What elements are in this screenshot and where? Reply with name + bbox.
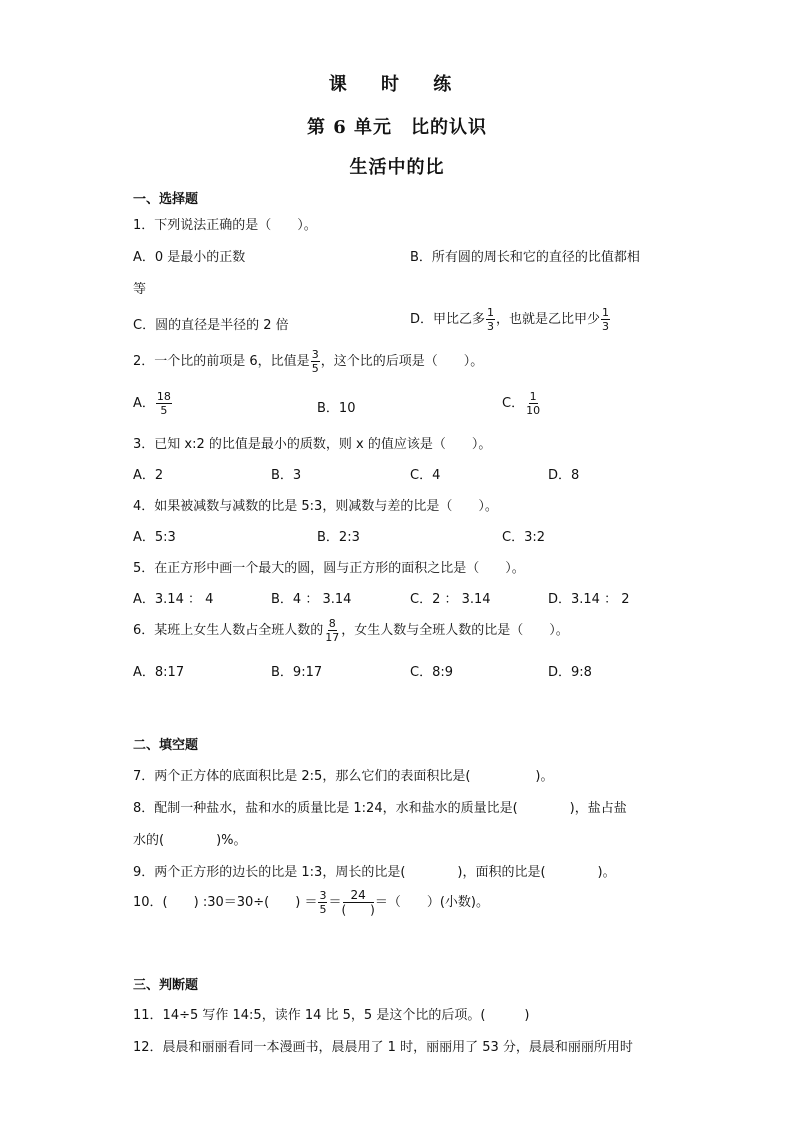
question-2-option-c (502, 390, 542, 417)
fraction (525, 390, 541, 417)
lesson-title: 生活中的比 (349, 157, 445, 178)
question-3-option-a: A．2 (133, 468, 164, 483)
option-label: A． (133, 396, 155, 411)
question-2-stem (133, 348, 483, 375)
question-2-stem-suffix: ，这个比的后项是（ ）。 (320, 354, 484, 369)
question-4-stem: 4．如果被减数与减数的比是 5:3，则减数与差的比是（ ）。 (133, 499, 498, 514)
question-3-stem: 3．已知 x:2 的比值是最小的质数，则 x 的值应该是（ ）。 (133, 437, 492, 452)
question-1-option-a: A．0 是最小的正数 (133, 250, 246, 265)
fraction-numerator: 1 (602, 306, 610, 319)
question-4-option-a: A．5:3 (133, 530, 176, 545)
question-3-option-c: C．4 (410, 468, 441, 483)
section-heading-judge: 三、判断题 (133, 978, 199, 993)
fraction-numerator: 3 (311, 348, 319, 361)
question-8: 8．配制一种盐水，盐和水的质量比是 1:24，水和盐水的质量比是( )，盐占盐 (133, 801, 627, 816)
fraction-numerator: 18 (156, 390, 171, 403)
fraction (486, 306, 495, 333)
question-10-prefix: 10．( ) :30＝30÷( ) ＝ (133, 895, 318, 910)
option-d-middle: ，也就是乙比甲少 (496, 312, 601, 327)
question-6-stem-prefix: 6．某班上女生人数占全班人数的 (133, 623, 324, 638)
fraction-numerator: 1 (487, 306, 495, 319)
fraction-denominator: 10 (526, 404, 541, 417)
fraction (311, 348, 320, 375)
fraction-with-blank (341, 888, 374, 917)
worksheet-title: 课 时 练 (328, 74, 466, 95)
question-7: 7．两个正方体的底面积比是 2:5，那么它们的表面积比是( )。 (133, 769, 554, 784)
question-1-option-b-continued: 等 (133, 282, 147, 297)
question-5-stem: 5．在正方形中画一个最大的圆，圆与正方形的面积之比是（ ）。 (133, 561, 525, 576)
question-5-option-a: A．3.14 ： 4 (133, 592, 214, 607)
fraction (318, 889, 327, 916)
question-2-stem-prefix: 2．一个比的前项是 6，比值是 (133, 354, 310, 369)
question-4-option-c: C．3:2 (502, 530, 545, 545)
option-d-prefix: D．甲比乙多 (410, 312, 486, 327)
fraction-denominator: 5 (160, 404, 168, 417)
question-10-suffix: ＝（ ）(小数)。 (374, 895, 489, 910)
question-1-option-c: C．圆的直径是半径的 2 倍 (133, 318, 289, 333)
fraction (324, 617, 340, 644)
option-label: C． (502, 396, 525, 411)
question-1-option-d (410, 306, 611, 333)
fraction (601, 306, 610, 333)
section-heading-fill: 二、填空题 (133, 738, 199, 753)
question-6-option-d: D．9:8 (548, 665, 592, 680)
fraction-denominator: 3 (602, 320, 610, 333)
question-6-stem (133, 617, 569, 644)
question-6-option-a: A．8:17 (133, 665, 185, 680)
question-11: 11．14÷5 写作 14:5，读作 14 比 5，5 是这个比的后项。( ) (133, 1008, 530, 1023)
question-6-option-c: C．8:9 (410, 665, 453, 680)
question-2-option-a (133, 390, 173, 417)
question-6-option-b: B．9:17 (271, 665, 323, 680)
fraction (156, 390, 172, 417)
fraction-denominator: 5 (311, 362, 319, 375)
fraction-numerator: 24 (343, 888, 374, 903)
unit-title: 第 6 单元 比的认识 (306, 117, 488, 138)
question-4-option-b: B．2:3 (317, 530, 360, 545)
question-3-option-d: D．8 (548, 468, 580, 483)
question-5-option-b: B．4 ： 3.14 (271, 592, 352, 607)
question-5-option-d: D．3.14 ： 2 (548, 592, 630, 607)
fraction-numerator: 8 (328, 617, 336, 630)
fraction-denominator: 17 (325, 631, 340, 644)
question-9: 9．两个正方形的边长的比是 1:3，周长的比是( )，面积的比是( )。 (133, 865, 616, 880)
question-1-stem: 1．下列说法正确的是（ ）。 (133, 218, 317, 233)
question-12: 12．晨晨和丽丽看同一本漫画书，晨晨用了 1 时，丽丽用了 53 分，晨晨和丽丽所用时 (133, 1040, 633, 1055)
fraction-denominator: 5 (319, 903, 327, 916)
question-6-stem-suffix: ，女生人数与全班人数的比是（ ）。 (341, 623, 569, 638)
question-8-continued: 水的( )%。 (133, 833, 247, 848)
question-2-option-b: B．10 (317, 401, 356, 416)
fraction-denominator: 3 (487, 320, 495, 333)
fraction-numerator: 1 (529, 390, 537, 403)
question-1-option-b: B．所有圆的周长和它的直径的比值都相 (410, 250, 640, 265)
question-10 (133, 888, 489, 917)
fraction-denominator-blank: ( ) (341, 903, 375, 917)
question-5-option-c: C．2 ： 3.14 (410, 592, 491, 607)
question-3-option-b: B．3 (271, 468, 302, 483)
question-10-equals: ＝ (328, 895, 342, 910)
section-heading-choice: 一、选择题 (133, 192, 199, 207)
fraction-numerator: 3 (319, 889, 327, 902)
